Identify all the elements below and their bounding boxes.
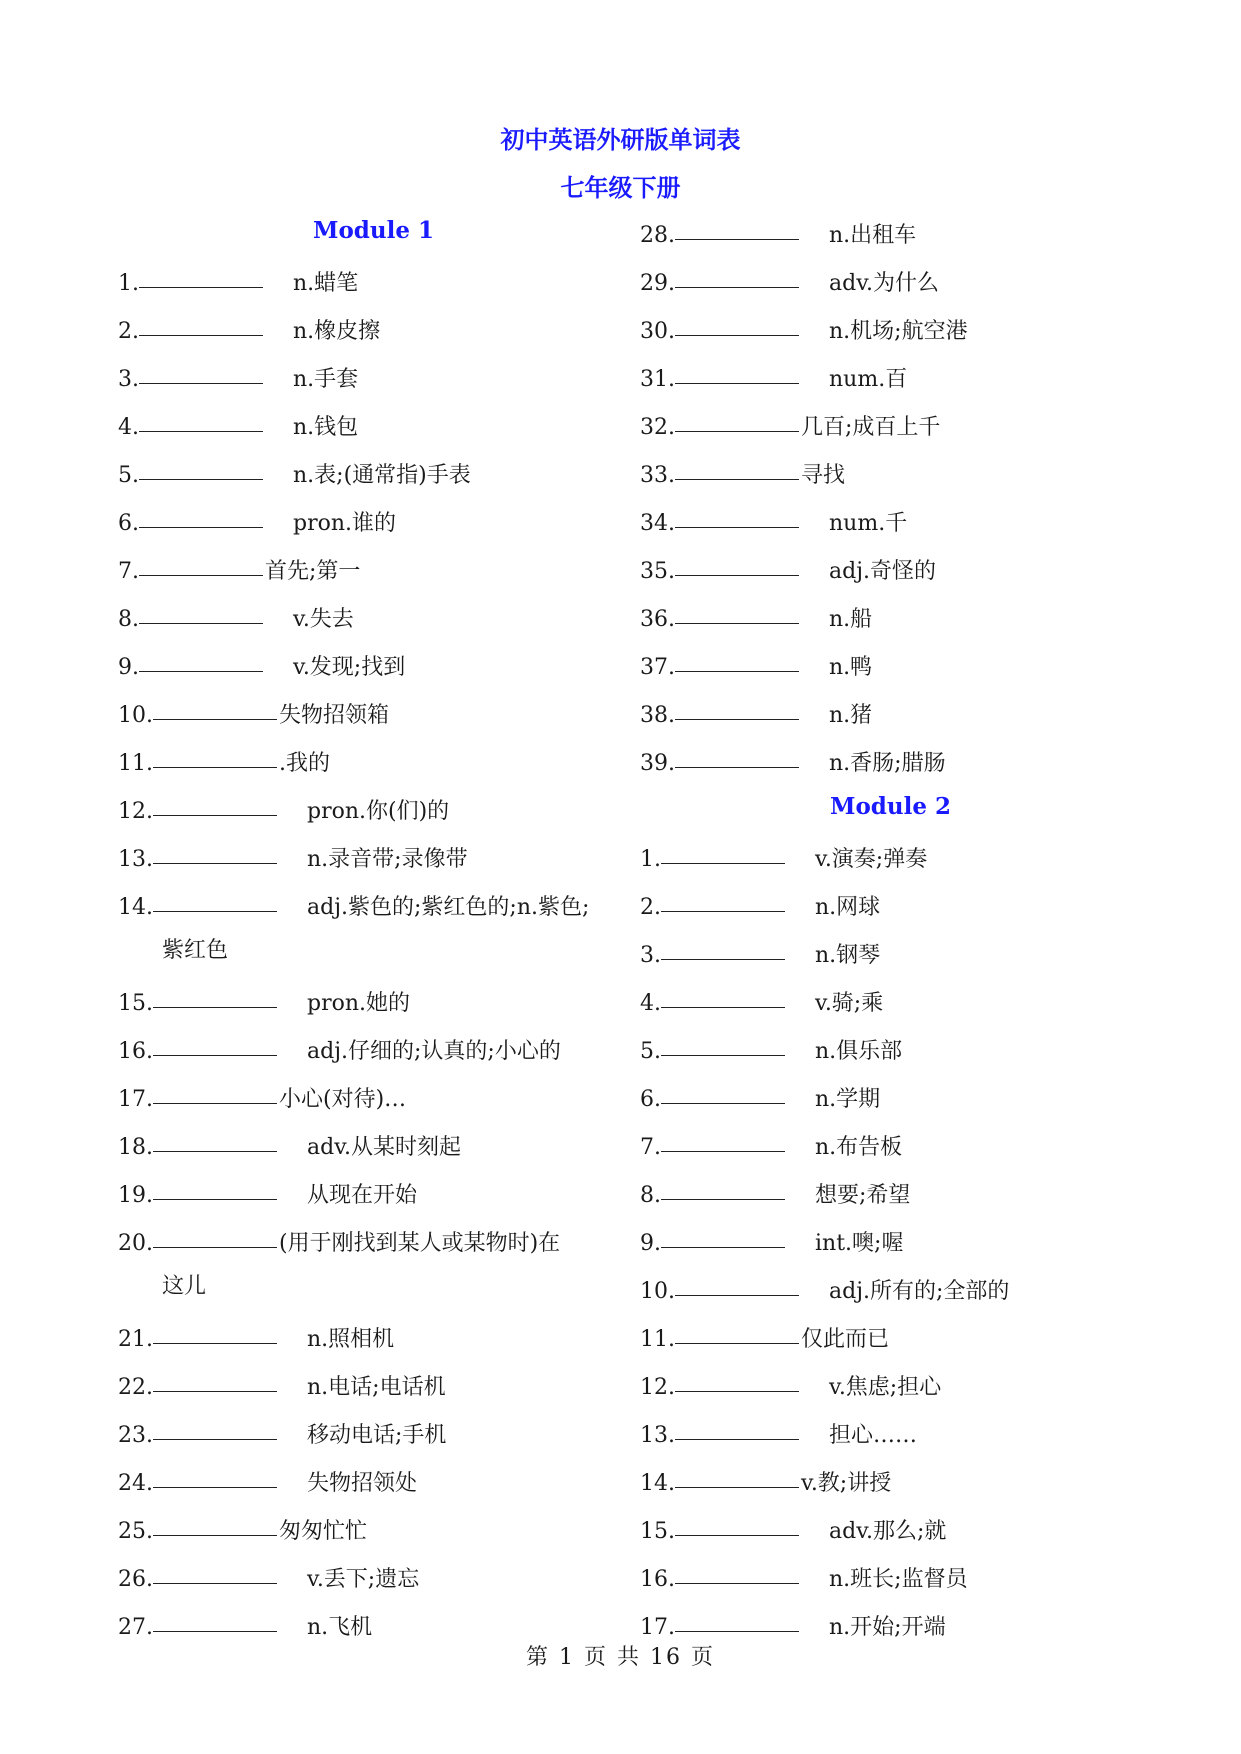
item-definition: v.焦虑;担心 — [829, 1375, 942, 1400]
answer-blank[interactable] — [661, 1119, 785, 1152]
vocab-item — [118, 1071, 608, 1119]
item-definition-continued: 紫红色 — [162, 938, 229, 963]
vocab-item — [118, 879, 608, 927]
item-number: 15. — [118, 991, 153, 1016]
item-number: 11. — [118, 751, 153, 776]
vocab-item — [640, 975, 1110, 1023]
answer-blank[interactable] — [139, 591, 263, 624]
item-definition: 仅此而已 — [801, 1327, 890, 1352]
vocab-item — [118, 831, 608, 879]
item-definition: 想要;希望 — [815, 1183, 911, 1208]
answer-blank[interactable] — [139, 639, 263, 672]
vocab-item — [118, 1119, 608, 1167]
item-number: 39. — [640, 751, 675, 776]
item-number: 8. — [640, 1183, 661, 1208]
vocab-item — [640, 1407, 1110, 1455]
answer-blank[interactable] — [139, 303, 263, 336]
vocab-item — [118, 639, 608, 687]
item-number: 16. — [118, 1039, 153, 1064]
item-definition: adv.为什么 — [829, 271, 940, 296]
item-number: 9. — [118, 655, 139, 680]
item-number: 13. — [118, 847, 153, 872]
answer-blank[interactable] — [661, 975, 785, 1008]
item-number: 12. — [118, 799, 153, 824]
item-definition: n.橡皮擦 — [293, 319, 381, 344]
item-number: 2. — [640, 895, 661, 920]
item-number: 36. — [640, 607, 675, 632]
answer-blank[interactable] — [153, 1599, 277, 1632]
item-definition: n.布告板 — [815, 1135, 903, 1160]
vocab-item — [640, 1359, 1110, 1407]
item-number: 27. — [118, 1615, 153, 1640]
item-definition: n.猪 — [829, 703, 873, 728]
item-number: 5. — [118, 463, 139, 488]
vocab-item — [640, 351, 1110, 399]
vocab-item — [118, 1407, 608, 1455]
vocab-item — [640, 255, 1110, 303]
item-number: 7. — [640, 1135, 661, 1160]
vocab-item — [118, 591, 608, 639]
vocab-item — [118, 735, 608, 783]
vocab-item — [118, 303, 608, 351]
module-1-heading: Module 1 — [313, 217, 434, 244]
vocab-item — [118, 1359, 608, 1407]
answer-blank[interactable] — [139, 495, 263, 528]
item-definition: n.开始;开端 — [829, 1615, 946, 1640]
item-number: 21. — [118, 1327, 153, 1352]
item-number: 14. — [640, 1471, 675, 1496]
item-definition: v.骑;乘 — [815, 991, 884, 1016]
vocab-item — [118, 1551, 608, 1599]
item-definition: v.发现;找到 — [293, 655, 406, 680]
item-number: 7. — [118, 559, 139, 584]
item-number: 11. — [640, 1327, 675, 1352]
answer-blank[interactable] — [661, 1167, 785, 1200]
answer-blank[interactable] — [675, 591, 799, 624]
vocab-item — [118, 783, 608, 831]
item-definition: 担心…… — [829, 1423, 918, 1448]
item-number: 19. — [118, 1183, 153, 1208]
answer-blank[interactable] — [675, 1359, 799, 1392]
item-definition-continued: 这儿 — [162, 1274, 207, 1299]
answer-blank[interactable] — [675, 447, 799, 480]
answer-blank[interactable] — [153, 1503, 277, 1536]
answer-blank[interactable] — [661, 927, 785, 960]
item-definition: n.表;(通常指)手表 — [293, 463, 471, 488]
left-column — [118, 207, 608, 1647]
item-definition: v.教;讲授 — [801, 1471, 892, 1496]
vocab-item — [118, 1167, 608, 1215]
document-subtitle: 七年级下册 — [560, 173, 681, 202]
answer-blank[interactable] — [139, 447, 263, 480]
item-number: 34. — [640, 511, 675, 536]
item-definition: 失物招领处 — [307, 1471, 418, 1496]
item-definition: adj.奇怪的 — [829, 559, 937, 584]
answer-blank[interactable] — [153, 1023, 277, 1056]
answer-blank[interactable] — [675, 735, 799, 768]
module-2-heading: Module 2 — [830, 793, 951, 820]
item-number: 35. — [640, 559, 675, 584]
item-number: 26. — [118, 1567, 153, 1592]
answer-blank[interactable] — [675, 639, 799, 672]
vocab-item — [640, 927, 1110, 975]
item-number: 10. — [640, 1279, 675, 1304]
item-number: 18. — [118, 1135, 153, 1160]
item-definition: n.钢琴 — [815, 943, 881, 968]
item-definition: n.出租车 — [829, 223, 917, 248]
vocab-item — [640, 1551, 1110, 1599]
vocab-item — [118, 447, 608, 495]
item-definition: v.演奏;弹奏 — [815, 847, 928, 872]
item-number: 15. — [640, 1519, 675, 1544]
vocab-item — [640, 639, 1110, 687]
answer-blank[interactable] — [675, 1503, 799, 1536]
right-word-list-module-1 — [640, 207, 1110, 783]
vocab-item — [118, 495, 608, 543]
item-number: 6. — [640, 1087, 661, 1112]
answer-blank[interactable] — [675, 1311, 799, 1344]
item-definition: 从现在开始 — [307, 1183, 418, 1208]
answer-blank[interactable] — [153, 1071, 277, 1104]
item-number: 13. — [640, 1423, 675, 1448]
item-number: 6. — [118, 511, 139, 536]
vocab-item — [118, 687, 608, 735]
item-number: 17. — [118, 1087, 153, 1112]
answer-blank[interactable] — [675, 495, 799, 528]
vocab-item — [640, 303, 1110, 351]
vocab-item — [118, 1455, 608, 1503]
answer-blank[interactable] — [675, 543, 799, 576]
item-number: 38. — [640, 703, 675, 728]
vocab-item — [118, 1311, 608, 1359]
answer-blank[interactable] — [153, 1167, 277, 1200]
right-word-list-module-2 — [640, 831, 1110, 1647]
item-definition: n.船 — [829, 607, 873, 632]
answer-blank[interactable] — [675, 351, 799, 384]
vocab-item — [640, 447, 1110, 495]
vocab-item — [640, 591, 1110, 639]
vocab-item — [640, 399, 1110, 447]
item-definition: adj.仔细的;认真的;小心的 — [307, 1039, 561, 1064]
answer-blank[interactable] — [153, 1455, 277, 1488]
vocab-item — [640, 1119, 1110, 1167]
vocab-item — [640, 1503, 1110, 1551]
answer-blank[interactable] — [153, 1119, 277, 1152]
item-number: 20. — [118, 1231, 153, 1256]
item-definition: n.手套 — [293, 367, 359, 392]
item-definition: num.百 — [829, 367, 908, 392]
vocab-item — [640, 1023, 1110, 1071]
item-definition: n.录音带;录像带 — [307, 847, 468, 872]
answer-blank[interactable] — [153, 783, 277, 816]
item-definition: int.噢;喔 — [815, 1231, 904, 1256]
item-definition: v.失去 — [293, 607, 354, 632]
answer-blank[interactable] — [661, 879, 785, 912]
item-definition: 匆匆忙忙 — [279, 1519, 368, 1544]
item-number: 1. — [118, 271, 139, 296]
vocab-item — [640, 879, 1110, 927]
item-number: 8. — [118, 607, 139, 632]
item-definition: adj.所有的;全部的 — [829, 1279, 1010, 1304]
answer-blank[interactable] — [675, 1599, 799, 1632]
vocab-item — [640, 1455, 1110, 1503]
item-number: 3. — [118, 367, 139, 392]
answer-blank[interactable] — [153, 1407, 277, 1440]
item-number: 4. — [640, 991, 661, 1016]
answer-blank[interactable] — [139, 255, 263, 288]
item-number: 30. — [640, 319, 675, 344]
item-number: 23. — [118, 1423, 153, 1448]
vocab-item — [640, 1167, 1110, 1215]
answer-blank[interactable] — [153, 687, 277, 720]
item-definition: 移动电话;手机 — [307, 1423, 447, 1448]
answer-blank[interactable] — [153, 735, 277, 768]
item-definition: n.机场;航空港 — [829, 319, 968, 344]
item-number: 37. — [640, 655, 675, 680]
item-definition: 寻找 — [801, 463, 846, 488]
item-number: 12. — [640, 1375, 675, 1400]
answer-blank[interactable] — [675, 1263, 799, 1296]
item-number: 22. — [118, 1375, 153, 1400]
vocab-item — [640, 1071, 1110, 1119]
item-number: 10. — [118, 703, 153, 728]
item-definition: n.电话;电话机 — [307, 1375, 446, 1400]
answer-blank[interactable] — [153, 1359, 277, 1392]
vocab-item — [118, 975, 608, 1023]
item-definition: (用于刚找到某人或某物时)在 — [279, 1231, 561, 1256]
answer-blank[interactable] — [675, 1407, 799, 1440]
item-number: 5. — [640, 1039, 661, 1064]
item-number: 31. — [640, 367, 675, 392]
item-number: 28. — [640, 223, 675, 248]
item-definition: n.香肠;腊肠 — [829, 751, 946, 776]
item-definition: adj.紫色的;紫红色的;n.紫色; — [307, 895, 590, 920]
answer-blank[interactable] — [675, 207, 799, 240]
item-definition: n.鸭 — [829, 655, 873, 680]
item-definition: 首先;第一 — [265, 559, 361, 584]
answer-blank[interactable] — [153, 1215, 277, 1248]
item-number: 4. — [118, 415, 139, 440]
item-number: 24. — [118, 1471, 153, 1496]
vocab-item — [118, 255, 608, 303]
vocab-item — [640, 495, 1110, 543]
vocab-item — [640, 207, 1110, 255]
item-number: 9. — [640, 1231, 661, 1256]
item-number: 1. — [640, 847, 661, 872]
item-number: 29. — [640, 271, 675, 296]
item-definition: num.千 — [829, 511, 908, 536]
answer-blank[interactable] — [153, 879, 277, 912]
item-number: 16. — [640, 1567, 675, 1592]
item-number: 33. — [640, 463, 675, 488]
answer-blank[interactable] — [153, 1311, 277, 1344]
vocab-item — [640, 735, 1110, 783]
item-definition: 小心(对待)… — [279, 1087, 407, 1112]
left-word-list — [118, 255, 608, 1647]
answer-blank[interactable] — [153, 831, 277, 864]
item-number: 25. — [118, 1519, 153, 1544]
answer-blank[interactable] — [661, 1071, 785, 1104]
right-column — [640, 207, 1110, 1647]
item-definition: pron.你(们)的 — [307, 799, 450, 824]
item-definition: .我的 — [279, 751, 330, 776]
item-number: 17. — [640, 1615, 675, 1640]
vocab-item — [118, 1503, 608, 1551]
item-number: 2. — [118, 319, 139, 344]
answer-blank[interactable] — [139, 351, 263, 384]
vocab-item — [118, 543, 608, 591]
answer-blank[interactable] — [139, 399, 263, 432]
item-definition: n.蜡笔 — [293, 271, 359, 296]
vocab-item — [118, 351, 608, 399]
item-definition: 几百;成百上千 — [801, 415, 941, 440]
answer-blank[interactable] — [661, 1215, 785, 1248]
answer-blank[interactable] — [153, 975, 277, 1008]
item-definition: 失物招领箱 — [279, 703, 390, 728]
vocab-item — [640, 1215, 1110, 1263]
answer-blank[interactable] — [139, 543, 263, 576]
item-definition: n.班长;监督员 — [829, 1567, 968, 1592]
item-definition: v.丢下;遗忘 — [307, 1567, 420, 1592]
item-definition: n.飞机 — [307, 1615, 373, 1640]
item-definition: n.钱包 — [293, 415, 359, 440]
answer-blank[interactable] — [675, 1551, 799, 1584]
item-definition: n.网球 — [815, 895, 881, 920]
answer-blank[interactable] — [153, 1551, 277, 1584]
answer-blank[interactable] — [675, 255, 799, 288]
item-definition: n.学期 — [815, 1087, 881, 1112]
answer-blank[interactable] — [675, 303, 799, 336]
vocab-item — [640, 1263, 1110, 1311]
vocab-item — [118, 399, 608, 447]
vocab-item — [118, 1023, 608, 1071]
item-number: 3. — [640, 943, 661, 968]
page-footer: 第 1 页 共 16 页 — [526, 1645, 715, 1670]
answer-blank[interactable] — [661, 1023, 785, 1056]
answer-blank[interactable] — [675, 399, 799, 432]
answer-blank[interactable] — [675, 1455, 799, 1488]
item-definition: n.俱乐部 — [815, 1039, 903, 1064]
item-definition: adv.从某时刻起 — [307, 1135, 462, 1160]
item-definition: n.照相机 — [307, 1327, 395, 1352]
vocab-item — [640, 687, 1110, 735]
answer-blank[interactable] — [675, 687, 799, 720]
vocab-item — [640, 1311, 1110, 1359]
item-definition: pron.她的 — [307, 991, 411, 1016]
vocab-item — [640, 831, 1110, 879]
vocab-item — [118, 1215, 608, 1263]
item-definition: adv.那么;就 — [829, 1519, 947, 1544]
document-title: 初中英语外研版单词表 — [500, 125, 741, 154]
item-number: 14. — [118, 895, 153, 920]
item-definition: pron.谁的 — [293, 511, 397, 536]
item-number: 32. — [640, 415, 675, 440]
vocab-item — [640, 543, 1110, 591]
answer-blank[interactable] — [661, 831, 785, 864]
